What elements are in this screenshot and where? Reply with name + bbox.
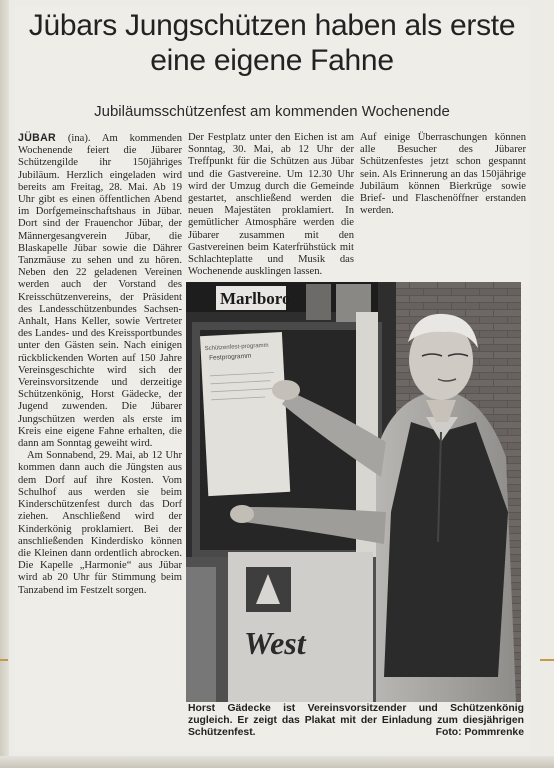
west-sign: West [244,625,306,661]
paragraph-1-text: (ina). Am kommenden Wochenende feiert die Jübarer Schützengilde ihr 150jähriges Jubiläum. Herzlich eingeladen wird bereits am Freitag, 28. Mai. Ab 19 Uhr gibt es einen öffentlichen Abend im Dorfgemeinschaftshaus in Jübar. Dort sind der Frauenchor Jübar, der Männergesangverein Jübar, die Blaskapelle Jübar sowie die Dährer Tanzmäuse zu sehen und zu hören. Neben den 22 geladenen Vereinen werden auch der Vorstand des Kreisschützenvereins, der Präsident des Landesschützenbundes Sachsen-Anhalt, Hans Keller, sowie Vertreter des Landes- und des Kreissportbundes unter den Gästen sein. Nach einigen rückblickenden Worten auf 150 Jahre Vereinsgeschichte wird sich der Vereinsvorsitzende und derzeitige Schützenkönig, Horst Gädecke, der Jugend zuwenden. Die Jübarer Jungschützen werden als erste im Kreis eine eigene Fahne erhalten, die dann am Sonntag geweiht wird. [18,133,182,450]
poster-subheading: Festprogramm [208,352,252,362]
caption-text: Horst Gädecke ist Vereinsvorsitzender und Schützenkönig zugleich. Er zeigt das Plakat mit der Einladung zum diesjährigen Schützenfest. [188,703,524,739]
photo [186,282,521,702]
poster-heading: Schützenfest-programm [204,342,269,353]
headline: Jübars Jungschützen haben als erste eine eigene Fahne [28,9,516,77]
page-edge [0,0,9,768]
photo-caption [188,703,524,740]
photo-illustration [186,282,521,702]
marlboro-sign: Marlboro [220,289,291,308]
page-edge-bottom [0,756,554,768]
dateline: JÜBAR [18,132,56,144]
subheadline: Jubiläumsschützenfest am kommenden Wochenende [94,103,450,120]
paragraph-4: Auf einige Überraschungen können alle Besucher des Jübarer Schützenfestes jetzt schon gespannt sein. Als Erinnerung an das 150jährige Jubiläum können Bierkrüge sowie Brief- und Flaschenöffner erstanden werden. [360,132,526,217]
fold-mark [0,659,8,661]
paragraph-1 [18,132,182,450]
paragraph-3: Der Festplatz unter den Eichen ist am Sonntag, 30. Mai, ab 12 Uhr der Treffpunkt für die Schützen aus Jübar und die Gastvereine. Um 12.30 Uhr wird der Umzug durch die Gemeinde gestartet, anschließend werden die neuen Majestäten proklamiert. In gemütlicher Atmosphäre werden die Jübarer zusammen mit den Gastvereinen beim Katerfrühstück mit Schlachteplatte und Musik das Wochenende ausklingen lassen. [188,132,354,278]
text-column-2 [188,132,354,278]
photo-credit: Foto: Pommrenke [435,727,524,739]
fold-mark [540,659,554,661]
newspaper-clipping [14,6,530,752]
text-column-1 [18,132,182,597]
text-column-3 [360,132,526,217]
paragraph-2: Am Sonnabend, 29. Mai, ab 12 Uhr kommen dann auch die Jüngsten aus dem Dorf auf ihre Kosten. Vom Schulhof aus werden sie beim Kinderschützenfest durch das Dorf ziehen. Anschließend wird der Kinderkönig proklamiert. Bei der anschließenden Kinderdisko können die Kleinen dann ordentlich abrocken. Die Kapelle „Harmonie“ aus Jübar wird ab 20 Uhr für Stimmung beim Tanzabend im Festzelt sorgen. [18,450,182,596]
